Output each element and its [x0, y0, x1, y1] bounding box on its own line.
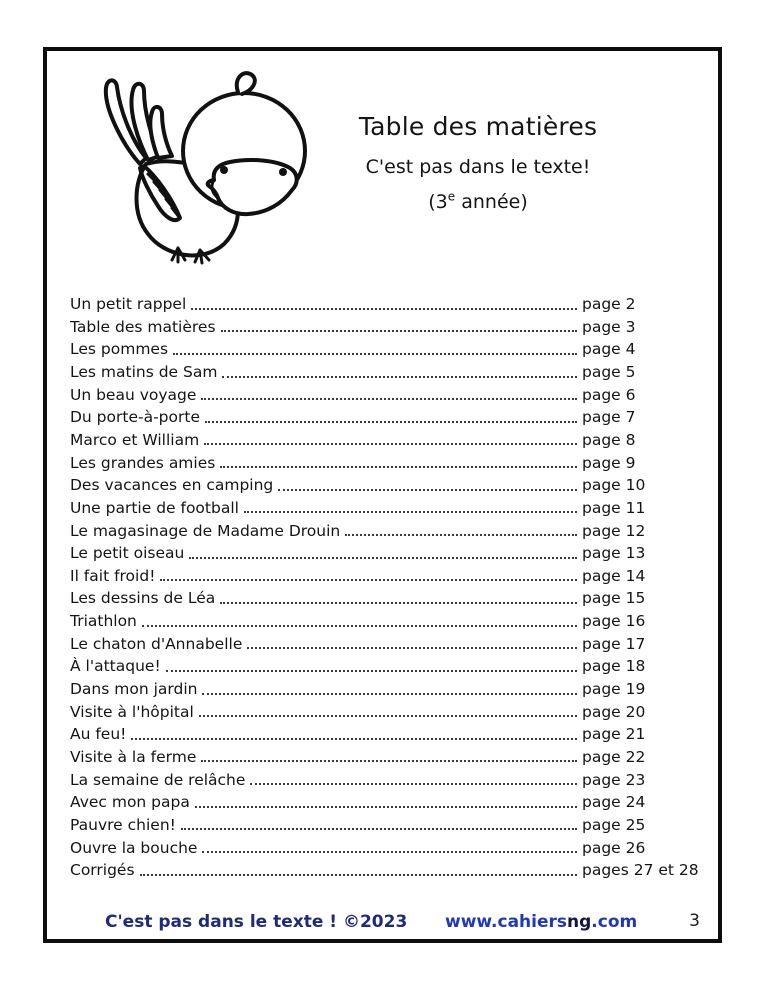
- toc-row: [70, 361, 702, 384]
- toc-leader-dots: [278, 489, 577, 491]
- site-brand: ng: [567, 912, 592, 932]
- toc-entry-title: Un petit rappel: [70, 295, 187, 314]
- toc-leader-dots: [140, 874, 577, 876]
- toc-leader-dots: [199, 715, 577, 717]
- toc-leader-dots: [173, 353, 577, 355]
- toc-entry-page: page 10: [582, 476, 646, 495]
- toc-row: [70, 542, 702, 565]
- toc-entry-title: Les grandes amies: [70, 453, 216, 472]
- toc-entry-page: page 26: [582, 838, 646, 857]
- toc-row: [70, 406, 702, 429]
- toc-leader-dots: [160, 579, 577, 581]
- toc-leader-dots: [202, 693, 577, 695]
- toc-row: [70, 384, 702, 407]
- toc-entry-page: page 12: [582, 521, 646, 540]
- toc-entry-title: Du porte-à-porte: [70, 408, 200, 427]
- toc-leader-dots: [195, 806, 577, 808]
- toc-row: [70, 587, 702, 610]
- title-block: [333, 112, 623, 213]
- toc-entry-title: Un beau voyage: [70, 385, 197, 404]
- toc-entry-page: page 3: [582, 317, 636, 336]
- grade-post: année): [455, 191, 528, 213]
- toc-entry-title: Des vacances en camping: [70, 476, 274, 495]
- grade-sup: e: [447, 189, 456, 204]
- toc-leader-dots: [244, 511, 577, 513]
- toc-row: [70, 565, 702, 588]
- toc-leader-dots: [220, 602, 577, 604]
- toc-row: [70, 701, 702, 724]
- toc-entry-title: Le petit oiseau: [70, 544, 185, 563]
- toc-row: [70, 610, 702, 633]
- toc-row: [70, 746, 702, 769]
- toc-entry-title: Une partie de football: [70, 498, 239, 517]
- toc-row: [70, 497, 702, 520]
- toc-row: [70, 678, 702, 701]
- toc-entry-title: Le magasinage de Madame Drouin: [70, 521, 341, 540]
- toc-entry-page: page 15: [582, 589, 646, 608]
- toc-row: [70, 655, 702, 678]
- toc-row: [70, 791, 702, 814]
- toc-entry-page: page 23: [582, 770, 646, 789]
- toc-entry-page: page 7: [582, 408, 636, 427]
- toc-leader-dots: [204, 443, 577, 445]
- toc-row: [70, 474, 702, 497]
- toc-entry-page: page 19: [582, 680, 646, 699]
- toc-leader-dots: [181, 828, 577, 830]
- footer-website-link[interactable]: [445, 912, 637, 932]
- toc-leader-dots: [202, 851, 577, 853]
- footer-copyright: C'est pas dans le texte ! ©2023: [105, 912, 408, 932]
- footer: [43, 906, 722, 938]
- page-subtitle: C'est pas dans le texte!: [365, 156, 591, 178]
- toc-entry-title: Le chaton d'Annabelle: [70, 634, 243, 653]
- toc-entry-title: Ouvre la bouche: [70, 838, 198, 857]
- page-title: Table des matières: [358, 112, 598, 141]
- toc-leader-dots: [131, 738, 577, 740]
- toc-entry-title: Triathlon: [70, 612, 137, 631]
- toc-leader-dots: [189, 557, 577, 559]
- site-pre: www.cahiers: [445, 912, 567, 932]
- toc-entry-title: Corrigés: [70, 861, 135, 880]
- toc-entry-title: Visite à l'hôpital: [70, 702, 194, 721]
- toc-row: [70, 836, 702, 859]
- toc-row: [70, 859, 702, 882]
- toc-entry-page: page 18: [582, 657, 646, 676]
- toc-entry-title: Table des matières: [70, 317, 216, 336]
- toc-leader-dots: [201, 398, 577, 400]
- toc-leader-dots: [222, 376, 577, 378]
- toc-entry-title: Au feu!: [70, 725, 127, 744]
- toc-leader-dots: [191, 308, 577, 310]
- page-number: 3: [689, 911, 700, 931]
- toc-leader-dots: [247, 647, 577, 649]
- toc-entry-title: Visite à la ferme: [70, 747, 197, 766]
- grade-line: [333, 191, 623, 213]
- toc-row: [70, 768, 702, 791]
- toc-leader-dots: [205, 421, 577, 423]
- toc-entry-page: page 6: [582, 385, 636, 404]
- toc-entry-page: page 5: [582, 363, 636, 382]
- toc-row: [70, 633, 702, 656]
- toc-entry-title: À l'attaque!: [70, 657, 161, 676]
- toc-entry-page: page 8: [582, 430, 636, 449]
- toc-entry-title: Les dessins de Léa: [70, 589, 216, 608]
- toc-entry-page: page 4: [582, 340, 636, 359]
- grade-pre: (3: [428, 191, 448, 213]
- toc-entry-page: page 13: [582, 544, 646, 563]
- toc-row: [70, 723, 702, 746]
- toc-row: [70, 451, 702, 474]
- toc-leader-dots: [345, 534, 577, 536]
- toc-entry-title: Marco et William: [70, 430, 200, 449]
- toc-entry-page: page 25: [582, 815, 646, 834]
- toc-entry-page: page 17: [582, 634, 646, 653]
- toc-leader-dots: [166, 670, 577, 672]
- toc-leader-dots: [221, 330, 577, 332]
- toc-entry-page: page 22: [582, 747, 646, 766]
- toc-leader-dots: [250, 783, 577, 785]
- toc-entry-title: Les pommes: [70, 340, 169, 359]
- toc-row: [70, 519, 702, 542]
- toc-row: [70, 316, 702, 339]
- toc-list: [70, 293, 702, 882]
- toc-entry-page: page 14: [582, 566, 646, 585]
- site-post: .com: [591, 912, 638, 932]
- toc-entry-page: page 16: [582, 612, 646, 631]
- toc-entry-page: page 20: [582, 702, 646, 721]
- toc-row: [70, 338, 702, 361]
- toc-leader-dots: [201, 760, 577, 762]
- toc-leader-dots: [142, 625, 577, 627]
- toc-entry-page: page 21: [582, 725, 646, 744]
- toc-entry-page: page 9: [582, 453, 636, 472]
- bird-line-art-icon: [78, 56, 316, 288]
- toc-entry-page: page 2: [582, 295, 636, 314]
- toc-leader-dots: [220, 466, 577, 468]
- toc-row: [70, 429, 702, 452]
- toc-entry-page: pages 27 et 28: [582, 861, 699, 880]
- toc-entry-title: Il fait froid!: [70, 566, 156, 585]
- toc-row: [70, 293, 702, 316]
- toc-entry-page: page 24: [582, 793, 646, 812]
- toc-entry-title: Avec mon papa: [70, 793, 190, 812]
- toc-entry-title: Pauvre chien!: [70, 815, 176, 834]
- toc-entry-page: page 11: [582, 498, 646, 517]
- toc-entry-title: La semaine de relâche: [70, 770, 246, 789]
- toc-row: [70, 814, 702, 837]
- toc-entry-title: Dans mon jardin: [70, 680, 198, 699]
- toc-entry-title: Les matins de Sam: [70, 363, 218, 382]
